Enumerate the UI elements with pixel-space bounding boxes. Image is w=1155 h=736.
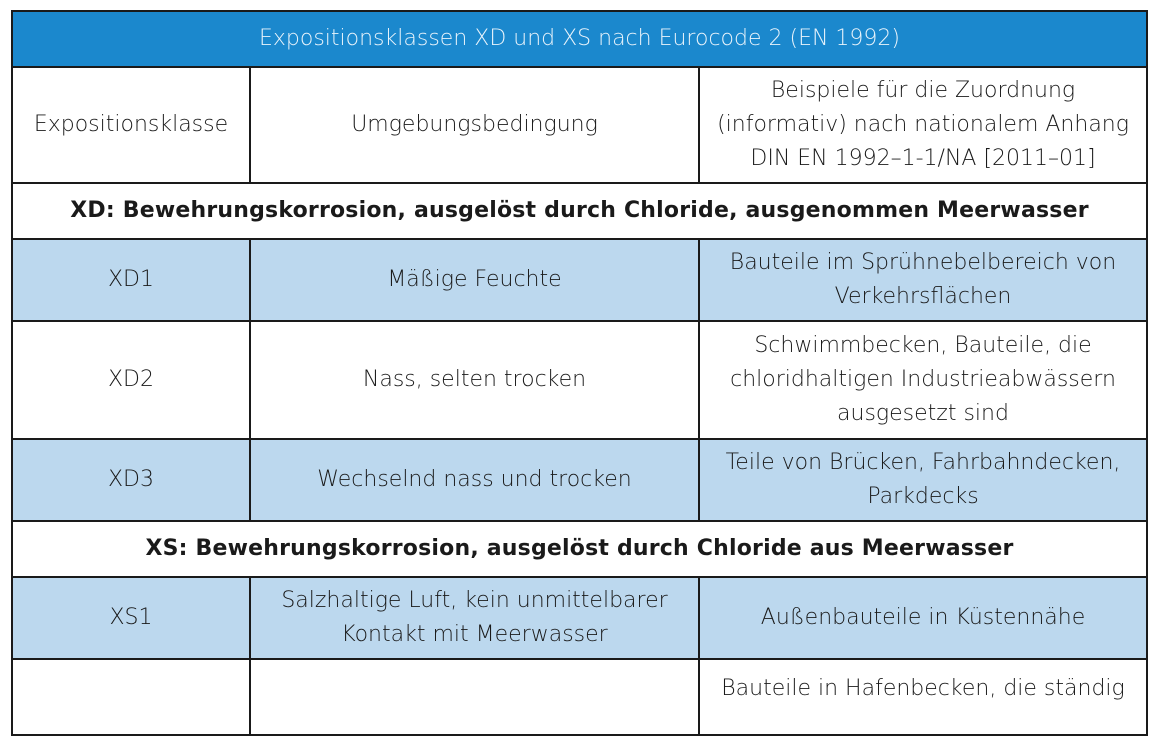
cell-bedingung	[250, 239, 699, 321]
cell-beispiele	[699, 659, 1147, 735]
cell-klasse: XD2	[12, 321, 250, 439]
cell-bedingung	[250, 577, 699, 659]
cell-bedingung	[250, 659, 699, 735]
exposure-class-table	[11, 10, 1148, 736]
cell-beispiele	[699, 439, 1147, 521]
table-row-xd3	[12, 439, 1147, 521]
header-beispiele-line: (informativ) nach nationalem Anhang	[717, 112, 1129, 137]
cell-beispiele-line: ausgesetzt sind	[837, 401, 1009, 426]
cell-bedingung-line: Salzhaltige Luft, kein unmittelbarer	[281, 588, 668, 613]
cell-klasse: XS1	[12, 577, 250, 659]
table-row-xd1	[12, 239, 1147, 321]
cell-beispiele-line: chloridhaltigen Industrieabwässern	[730, 367, 1116, 392]
table-title: Expositionsklassen XD und XS nach Eurocode 2 (EN 1992)	[12, 11, 1147, 67]
header-umgebungsbedingung: Umgebungsbedingung	[250, 67, 699, 183]
cell-beispiele-line: Schwimmbecken, Bauteile, die	[754, 333, 1092, 358]
table-row-xs2-partial	[12, 659, 1147, 735]
table-row-xs1	[12, 577, 1147, 659]
table-row-xd2	[12, 321, 1147, 439]
section-heading-xs: XS: Bewehrungskorrosion, ausgelöst durch Chloride aus Meerwasser	[12, 521, 1147, 577]
cell-klasse: XD1	[12, 239, 250, 321]
cell-bedingung-line: Wechselnd nass und trocken	[317, 467, 632, 492]
exposure-class-table-frame	[11, 10, 1146, 730]
header-row	[12, 67, 1147, 183]
cell-beispiele	[699, 321, 1147, 439]
section-heading-row	[12, 521, 1147, 577]
cell-beispiele-line: Außenbauteile in Küstennähe	[760, 605, 1086, 630]
cell-beispiele-line: Parkdecks	[867, 484, 979, 509]
header-beispiele	[699, 67, 1147, 183]
cell-klasse	[12, 659, 250, 735]
cell-bedingung	[250, 439, 699, 521]
cell-bedingung-line: Mäßige Feuchte	[387, 267, 562, 292]
cell-beispiele	[699, 239, 1147, 321]
cell-beispiele	[699, 577, 1147, 659]
header-beispiele-line: Beispiele für die Zuordnung	[770, 78, 1076, 103]
section-heading-row	[12, 183, 1147, 239]
cell-bedingung-line: Kontakt mit Meerwasser	[341, 622, 608, 647]
title-row	[12, 11, 1147, 67]
section-heading-xd: XD: Bewehrungskorrosion, ausgelöst durch Chloride, ausgenommen Meerwasser	[12, 183, 1147, 239]
cell-bedingung	[250, 321, 699, 439]
cell-klasse: XD3	[12, 439, 250, 521]
cell-beispiele-line: Bauteile im Sprühnebelbereich von	[729, 250, 1117, 275]
cell-beispiele-line: Teile von Brücken, Fahrbahndecken,	[725, 450, 1121, 475]
header-expositionsklasse: Expositionsklasse	[12, 67, 250, 183]
header-beispiele-line: DIN EN 1992–1-1/NA [2011–01]	[750, 146, 1096, 171]
cell-bedingung-line: Nass, selten trocken	[362, 367, 587, 392]
cell-beispiele-line: Verkehrsflächen	[834, 284, 1012, 309]
cell-beispiele-line: Bauteile in Hafenbecken, die ständig	[721, 676, 1125, 701]
